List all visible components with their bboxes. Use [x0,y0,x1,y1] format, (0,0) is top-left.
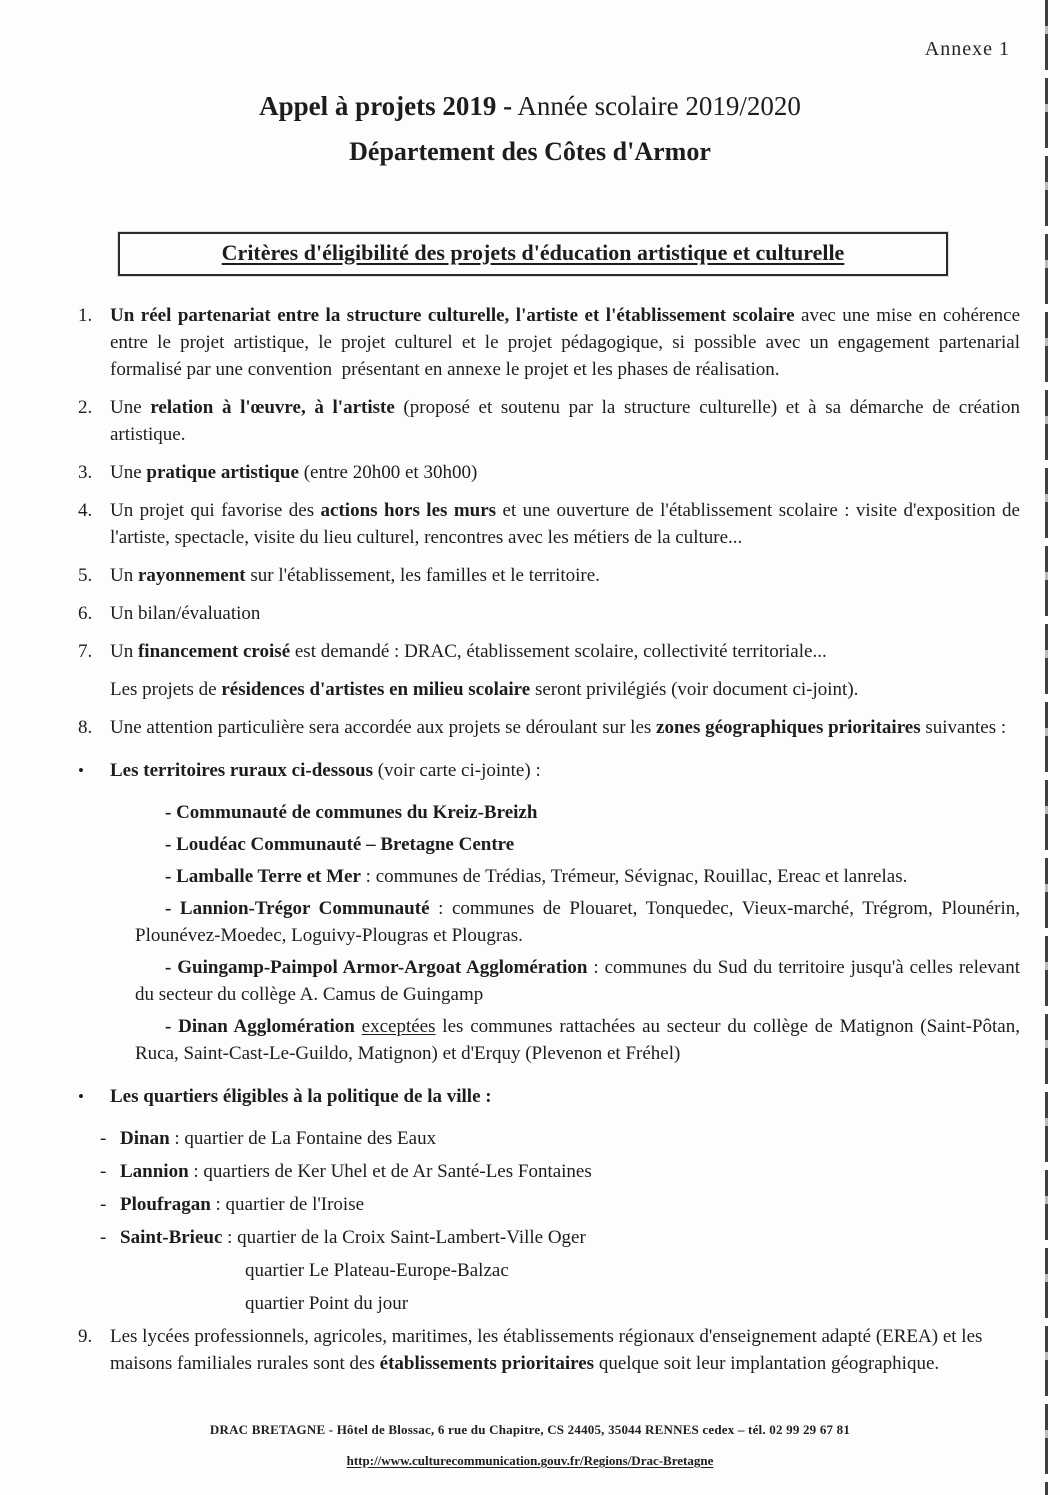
document-body [0,300,1060,1377]
block-text [110,1083,492,1110]
block-text [135,1016,1020,1064]
quarter-saint-brieuc-cont-2 [245,1290,1020,1317]
text-segment: est demandé : DRAC, établissement scolaire, collectivité territoriale... [290,640,827,662]
criterion-2 [78,394,1020,448]
text-segment: financement croisé [137,640,291,662]
text-segment: : quartiers de Ker Uhel et de Ar Santé-Les Fontaines [188,1160,592,1182]
text-segment: quelque soit leur implantation géographique. [594,1352,940,1374]
list-marker: 9. [78,1325,93,1347]
text-segment: : communes de Trédias, Trémeur, Sévignac, Rouillac, Ereac et lanrelas. [360,865,908,887]
list-marker: - [100,1160,107,1182]
criterion-9 [78,1323,1020,1377]
list-marker: 1. [78,304,93,326]
text-segment: Un [110,640,138,662]
text-segment: avec une mise en cohérence entre le projet artistique, le projet culturel et le projet pédagogique, si possible avec un engagement partenarial formalisé par une convention présentant en annexe le projet et les phases de réalisation. [110,304,1021,380]
text-segment: : quartier de la Croix Saint-Lambert-Ville Oger [222,1226,586,1248]
text-segment: Un [110,564,138,586]
text-segment: établissements prioritaires [379,1352,595,1374]
text-segment: Un réel partenariat entre la structure culturelle, l'artiste et l'établissement scolaire [110,304,795,326]
territory-guingamp-paimpol [135,954,1020,1008]
block-text [165,834,514,855]
title-regular-part: Année scolaire 2019/2020 [512,91,801,121]
block-text [110,459,1020,486]
list-marker: 2. [78,396,93,418]
list-marker: 4. [78,499,93,521]
text-segment: - Lannion-Trégor Communauté [165,897,430,919]
territory-loudeac [135,831,1020,858]
text-segment: Un bilan/évaluation [110,602,261,624]
text-segment: Lannion [120,1160,189,1182]
criterion-3 [78,459,1020,486]
block-text [120,1191,1020,1218]
quarter-saint-brieuc [100,1224,1020,1251]
text-segment: - Dinan Agglomération [165,1015,355,1037]
text-segment: : quartier de La Fontaine des Eaux [169,1127,437,1149]
criterion-6 [78,600,1020,627]
list-marker: 6. [78,602,93,624]
text-segment: sur l'établissement, les familles et le territoire. [245,564,600,586]
territory-lamballe [135,863,1020,890]
criterion-8 [78,714,1020,741]
text-segment: Une attention particulière sera accordée aux projets se déroulant sur les [110,716,657,738]
text-segment: et une ouverture de l'établissement scolaire : visite d'exposition de l'artiste, spectacle, visite du lieu culturel, rencontres avec les métiers de la culture... [110,499,1020,548]
block-text [110,600,1020,627]
text-segment: quartier Point du jour [245,1292,409,1314]
text-segment: Ploufragan [120,1193,211,1215]
list-marker: 5. [78,564,93,586]
list-marker: • [78,1086,84,1106]
document-header [0,0,1060,170]
text-segment: seront privilégiés (voir document ci-joint). [530,678,859,700]
text-segment: Un projet qui favorise des [110,499,321,521]
zone-heading-territoires [78,757,1020,784]
text-segment: Les quartiers éligibles à la politique de la ville : [110,1085,492,1107]
text-segment: actions hors les murs [320,499,497,521]
block-text [110,394,1020,448]
text-segment: relation à l'œuvre, à l'artiste [150,396,395,418]
text-segment: : quartier de l'Iroise [210,1193,365,1215]
section-heading-box [118,232,948,276]
block-text [110,562,1020,589]
zone-heading-quartiers [78,1083,1020,1110]
block-text [135,898,1020,946]
text-segment: Une [110,461,147,483]
quarter-saint-brieuc-cont-1 [245,1257,1020,1284]
text-segment: Dinan [120,1127,170,1149]
block-text [120,1224,1020,1251]
criterion-4 [78,497,1020,551]
block-text [245,1260,509,1281]
criterion-7-note [110,676,1020,703]
criterion-5 [78,562,1020,589]
text-segment: (voir carte ci-jointe) : [372,759,541,781]
text-segment: (entre 20h00 et 30h00) [298,461,478,483]
list-marker: 7. [78,640,93,662]
block-text [110,714,1020,741]
text-segment: résidences d'artistes en milieu scolaire [221,678,531,700]
list-marker: - [100,1193,107,1215]
document-title [0,88,1060,124]
text-segment [355,1016,362,1037]
text-segment: suivantes : [920,716,1007,738]
text-segment: Les projets de [110,678,222,700]
block-text [120,1125,1020,1152]
block-text [110,497,1020,551]
block-text [110,302,1020,383]
document-footer [0,1422,1060,1470]
text-segment: - Guingamp-Paimpol Armor-Argoat Agglomération [165,956,588,978]
text-segment: exceptées [361,1015,436,1037]
text-segment: pratique artistique [146,461,299,483]
block-text [135,957,1020,1005]
territory-lannion-tregor [135,895,1020,949]
section-heading: Critères d'éligibilité des projets d'éducation artistique et culturelle [221,239,845,265]
list-marker: - [100,1127,107,1149]
text-segment: quartier Le Plateau-Europe-Balzac [245,1259,509,1281]
territory-kreiz-breizh [135,799,1020,826]
text-segment: Saint-Brieuc [120,1226,223,1248]
text-segment: les communes rattachées au secteur du collège de Matignon (Saint-Pôtan, Ruca, Saint-Cast-Le-Guildo, Matignon) et d'Erquy (Plevenon et Fréhel) [135,1015,1020,1064]
document-subtitle: Département des Côtes d'Armor [349,137,711,167]
block-text [110,757,541,784]
text-segment: : communes de Plouaret, Tonquedec, Vieux-marché, Trégrom, Plounérin, Plounévez-Moedec, Loguivy-Plougras et Plougras. [135,897,1020,946]
criterion-7 [78,638,1020,665]
footer-address: DRAC BRETAGNE - Hôtel de Blossac, 6 rue du Chapitre, CS 24405, 35044 RENNES cedex – tél. 02 99 29 67 81 [209,1422,851,1437]
block-text [245,1293,408,1314]
annexe-label: Annexe 1 [924,38,1010,60]
criterion-1 [78,302,1020,383]
quarter-ploufragan [100,1191,1020,1218]
text-segment: (proposé et soutenu par la structure culturelle) et à sa démarche de création artistique. [110,396,1020,445]
title-bold-part: Appel à projets 2019 - [259,91,513,121]
text-segment: zones géographiques prioritaires [656,716,921,738]
territory-dinan-agglomeration [135,1013,1020,1067]
quarter-lannion [100,1158,1020,1185]
text-segment: - Lamballe Terre et Mer [165,865,361,887]
text-segment: rayonnement [137,564,246,586]
block-text [110,638,1020,665]
block-text [165,802,537,823]
block-text [110,679,858,700]
scan-artifact-line [1045,0,1048,1495]
list-marker: • [78,760,84,780]
block-text [165,866,907,887]
list-marker: - [100,1226,107,1248]
text-segment: : communes du Sud du territoire jusqu'à celles relevant du secteur du collège A. Camus de Guingamp [135,956,1020,1005]
block-text [120,1158,1020,1185]
text-segment: - Communauté de communes du Kreiz-Breizh [165,801,538,823]
text-segment: Les lycées professionnels, agricoles, maritimes, les établissements régionaux d'enseignement adapté (EREA) et les maisons familiales rurales sont des [110,1325,983,1374]
block-text [110,1323,1020,1377]
quarter-dinan [100,1125,1020,1152]
footer-website-link: http://www.culturecommunication.gouv.fr/Regions/Drac-Bretagne [346,1453,714,1468]
text-segment: Une [110,396,151,418]
list-marker: 3. [78,461,93,483]
text-segment: - Loudéac Communauté – Bretagne Centre [165,833,515,855]
text-segment: Les territoires ruraux ci-dessous [110,759,373,781]
list-marker: 8. [78,716,93,738]
